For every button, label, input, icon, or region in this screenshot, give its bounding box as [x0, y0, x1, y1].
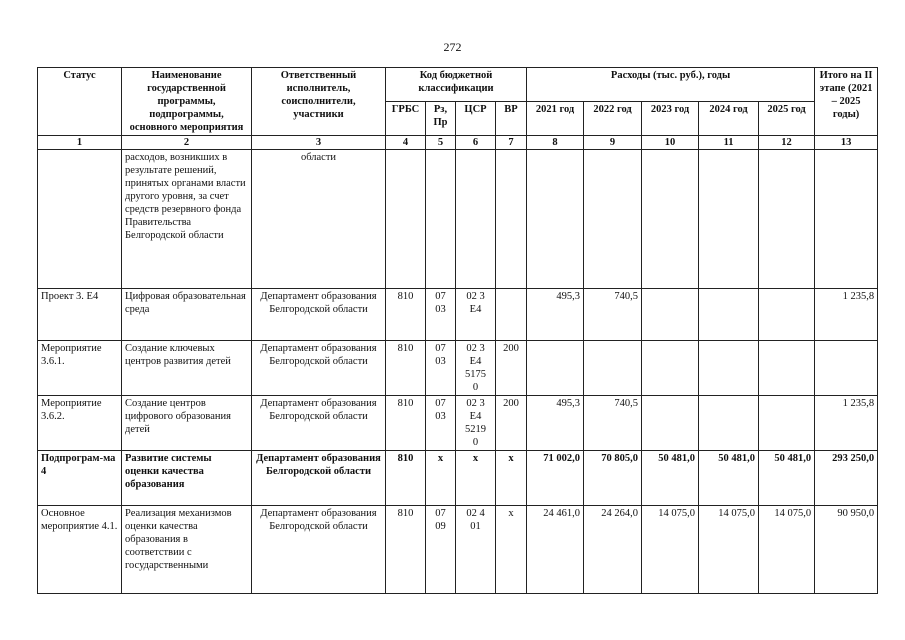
column-number: 1 [38, 136, 122, 150]
table-cell-total [815, 150, 878, 289]
table-cell-2021: 71 002,0 [527, 451, 584, 506]
table-cell-2022: 740,5 [584, 396, 642, 451]
table-cell-rzpr [426, 150, 456, 289]
table-cell-2022: 740,5 [584, 289, 642, 341]
table-cell-2023: 14 075,0 [642, 506, 699, 594]
table-row [38, 506, 878, 594]
table-cell-total: 90 950,0 [815, 506, 878, 594]
table-cell-2025 [759, 289, 815, 341]
table-cell-name: расходов, возникших в результате решений, принятых органами власти другого уровня, за счет средств резервного фонда Правительства Белгородской области [122, 150, 252, 289]
table-cell-grbs: 810 [386, 289, 426, 341]
column-number: 5 [426, 136, 456, 150]
table-cell-status: Основное мероприятие 4.1. [38, 506, 122, 594]
column-number: 10 [642, 136, 699, 150]
table-cell-2023 [642, 289, 699, 341]
table-cell-2024 [699, 341, 759, 396]
table-cell-status: Проект 3. Е4 [38, 289, 122, 341]
header-name: Наименование государственной программы, подпрограммы, основного мероприятия [122, 68, 252, 136]
table-cell-csr: х [456, 451, 496, 506]
table-cell-executor: Департамент образования Белгородской области [252, 396, 386, 451]
table-cell-total: 1 235,8 [815, 396, 878, 451]
table-cell-2024: 14 075,0 [699, 506, 759, 594]
table-cell-csr [456, 150, 496, 289]
table-cell-rzpr: 07 09 [426, 506, 456, 594]
table-cell-grbs: 810 [386, 341, 426, 396]
header-2025: 2025 год [759, 102, 815, 136]
column-number: 13 [815, 136, 878, 150]
table-cell-2025 [759, 396, 815, 451]
header-row-1 [38, 68, 878, 102]
table-cell-name: Реализация механизмов оценки качества образования в соответствии с государственными [122, 506, 252, 594]
table-cell-vr [496, 150, 527, 289]
table-cell-status: Подпрограм-ма 4 [38, 451, 122, 506]
table-cell-2025: 14 075,0 [759, 506, 815, 594]
table-cell-2023 [642, 396, 699, 451]
table-cell-csr: 02 4 01 [456, 506, 496, 594]
table-cell-executor: Департамент образования Белгородской области [252, 341, 386, 396]
column-number: 2 [122, 136, 252, 150]
table-cell-csr: 02 3 Е4 [456, 289, 496, 341]
table-row [38, 396, 878, 451]
table-cell-vr: х [496, 451, 527, 506]
table-cell-rzpr: 07 03 [426, 341, 456, 396]
column-numbers-row [38, 136, 878, 150]
table-cell-grbs: 810 [386, 451, 426, 506]
table-cell-2025: 50 481,0 [759, 451, 815, 506]
header-total: Итого на II этапе (2021 – 2025 годы) [815, 68, 878, 136]
table-cell-rzpr: 07 03 [426, 289, 456, 341]
page-number: 272 [443, 40, 462, 54]
table-cell-executor: Департамент образования Белгородской области [252, 289, 386, 341]
table-cell-2024 [699, 396, 759, 451]
table-cell-total: 293 250,0 [815, 451, 878, 506]
table-cell-executor: Департамент образования Белгородской области [252, 506, 386, 594]
table-cell-status: Мероприятие 3.6.2. [38, 396, 122, 451]
table-row [38, 150, 878, 289]
column-number: 8 [527, 136, 584, 150]
table-cell-name: Создание ключевых центров развития детей [122, 341, 252, 396]
header-2024: 2024 год [699, 102, 759, 136]
column-number: 11 [699, 136, 759, 150]
column-number: 12 [759, 136, 815, 150]
table-cell-vr: 200 [496, 341, 527, 396]
column-number: 7 [496, 136, 527, 150]
table-cell-2022: 24 264,0 [584, 506, 642, 594]
table-cell-2021: 495,3 [527, 289, 584, 341]
table-cell-name: Цифровая образовательная среда [122, 289, 252, 341]
table-cell-2025 [759, 150, 815, 289]
header-rzpr: Рз, Пр [426, 102, 456, 136]
table-cell-status [38, 150, 122, 289]
column-number: 4 [386, 136, 426, 150]
table-cell-csr: 02 3 Е4 5219 0 [456, 396, 496, 451]
table-cell-grbs: 810 [386, 506, 426, 594]
table-cell-vr: 200 [496, 396, 527, 451]
column-number: 9 [584, 136, 642, 150]
table-cell-executor: области [252, 150, 386, 289]
header-csr: ЦСР [456, 102, 496, 136]
header-2022: 2022 год [584, 102, 642, 136]
table-cell-2021: 495,3 [527, 396, 584, 451]
budget-table [37, 67, 878, 594]
table-cell-rzpr: х [426, 451, 456, 506]
header-2021: 2021 год [527, 102, 584, 136]
header-status: Статус [38, 68, 122, 136]
table-cell-total [815, 341, 878, 396]
table-cell-vr: х [496, 506, 527, 594]
table-row [38, 451, 878, 506]
table-cell-2021 [527, 341, 584, 396]
table-cell-2025 [759, 341, 815, 396]
table-cell-2024 [699, 289, 759, 341]
table-row [38, 341, 878, 396]
table-cell-status: Мероприятие 3.6.1. [38, 341, 122, 396]
table-cell-2022: 70 805,0 [584, 451, 642, 506]
header-2023: 2023 год [642, 102, 699, 136]
table-cell-grbs [386, 150, 426, 289]
table-cell-2023 [642, 341, 699, 396]
table-body [38, 150, 878, 594]
table-cell-vr [496, 289, 527, 341]
table-cell-2024: 50 481,0 [699, 451, 759, 506]
table-cell-csr: 02 3 Е4 5175 0 [456, 341, 496, 396]
table-cell-2021 [527, 150, 584, 289]
header-executor: Ответственный исполнитель, соисполнители, участники [252, 68, 386, 136]
table-cell-total: 1 235,8 [815, 289, 878, 341]
table-cell-2022 [584, 341, 642, 396]
header-code-group: Код бюджетной классификации [386, 68, 527, 102]
column-number: 6 [456, 136, 496, 150]
table-row [38, 289, 878, 341]
header-vr: ВР [496, 102, 527, 136]
column-number: 3 [252, 136, 386, 150]
table-cell-2023: 50 481,0 [642, 451, 699, 506]
table-cell-2024 [699, 150, 759, 289]
header-expenses-group: Расходы (тыс. руб.), годы [527, 68, 815, 102]
table-cell-grbs: 810 [386, 396, 426, 451]
table-cell-name: Развитие системы оценки качества образования [122, 451, 252, 506]
table-cell-2021: 24 461,0 [527, 506, 584, 594]
table-cell-name: Создание центров цифрового образования детей [122, 396, 252, 451]
table-cell-executor: Департамент образования Белгородской области [252, 451, 386, 506]
table-cell-2023 [642, 150, 699, 289]
table-cell-rzpr: 07 03 [426, 396, 456, 451]
header-grbs: ГРБС [386, 102, 426, 136]
table-cell-2022 [584, 150, 642, 289]
